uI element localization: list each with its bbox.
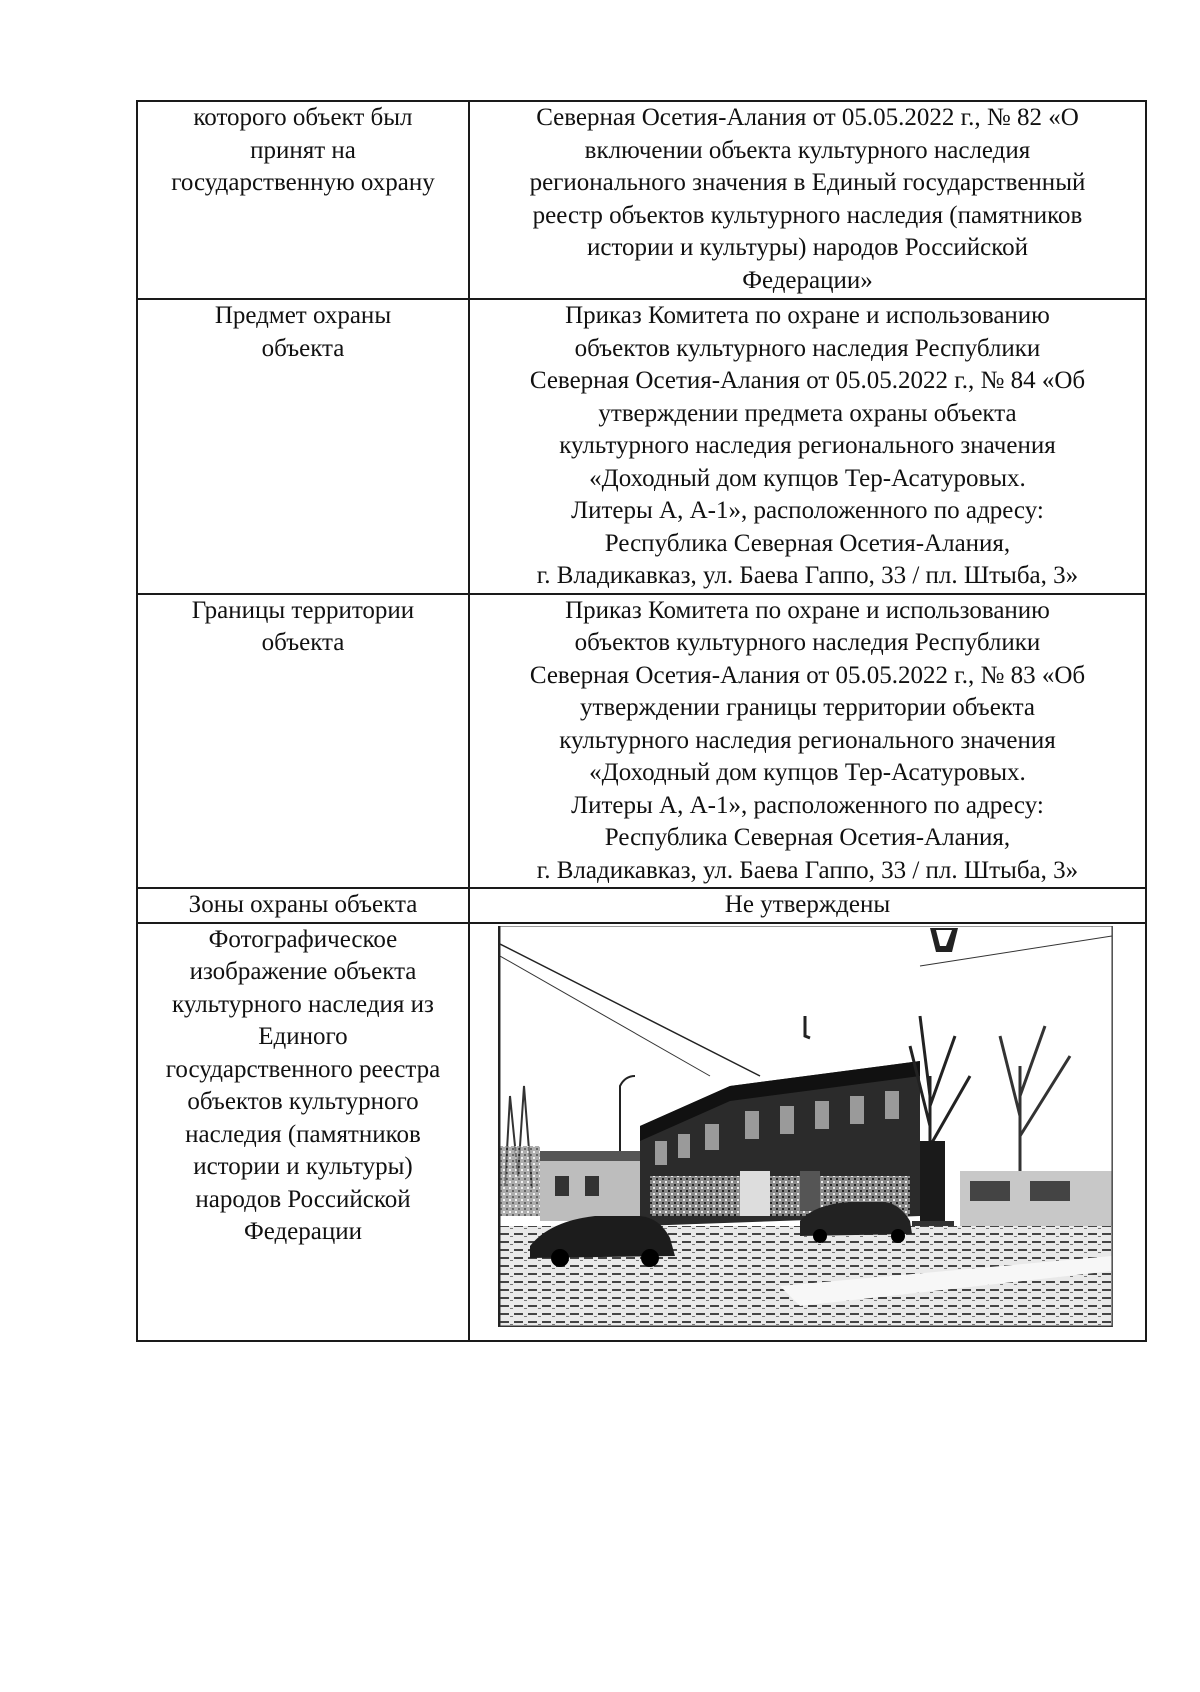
row-value-cell	[469, 101, 1146, 299]
table-row	[137, 923, 1146, 1341]
table-row	[137, 299, 1146, 594]
row-label-cell	[137, 923, 469, 1341]
row-value-cell	[469, 888, 1146, 923]
row-value-cell	[469, 299, 1146, 594]
row-label-cell	[137, 101, 469, 299]
row-label: Границы территории объекта	[191, 596, 415, 656]
row-value: Приказ Комитета по охране и использованию объектов культурного наследия Республики Северная Осетия-Алания от 05.05.2022 г., № 83 «Об утверждении границы территории объекта культурного наследия регионального значения «Доходный дом купцов Тер-Асатуровых. Литеры А, А-1», расположенного по адресу: Республика Северная Осетия-Алания, г. Владикавказ, ул. Баева Гаппо, 33 / пл. Штыба, 3»	[529, 596, 1086, 884]
row-value-cell	[469, 594, 1146, 889]
object-info-table	[136, 100, 1147, 1342]
row-label-cell	[137, 888, 469, 923]
table-row	[137, 101, 1146, 299]
row-label: Фотографическое изображение объекта культурного наследия из Единого государственного реестра объектов культурного наследия (памятников истории и культуры) народов Российской Федерации	[165, 925, 441, 1245]
row-label: Зоны охраны объекта	[188, 891, 418, 918]
photo-cell	[469, 923, 1146, 1341]
row-label-cell	[137, 594, 469, 889]
row-value: Северная Осетия-Алания от 05.05.2022 г., № 82 «О включении объекта культурного наследия регионального значения в Единый государственный реестр объектов культурного наследия (памятников истории и культуры) народов Российской Федерации»	[529, 104, 1086, 294]
object-photograph	[498, 926, 1113, 1327]
row-value: Приказ Комитета по охране и использованию объектов культурного наследия Республики Северная Осетия-Алания от 05.05.2022 г., № 84 «Об утверждении предмета охраны объекта культурного наследия регионального значения «Доходный дом купцов Тер-Асатуровых. Литеры А, А-1», расположенного по адресу: Республика Северная Осетия-Алания, г. Владикавказ, ул. Баева Гаппо, 33 / пл. Штыба, 3»	[529, 302, 1086, 589]
row-label-cell	[137, 299, 469, 594]
building-photo-image	[500, 926, 1112, 1326]
row-value: Не утверждены	[724, 891, 891, 918]
table-row	[137, 594, 1146, 889]
table-row	[137, 888, 1146, 923]
row-label: Предмет охраны объекта	[214, 302, 392, 362]
row-label: которого объект был принят на государственную охрану	[171, 104, 435, 196]
